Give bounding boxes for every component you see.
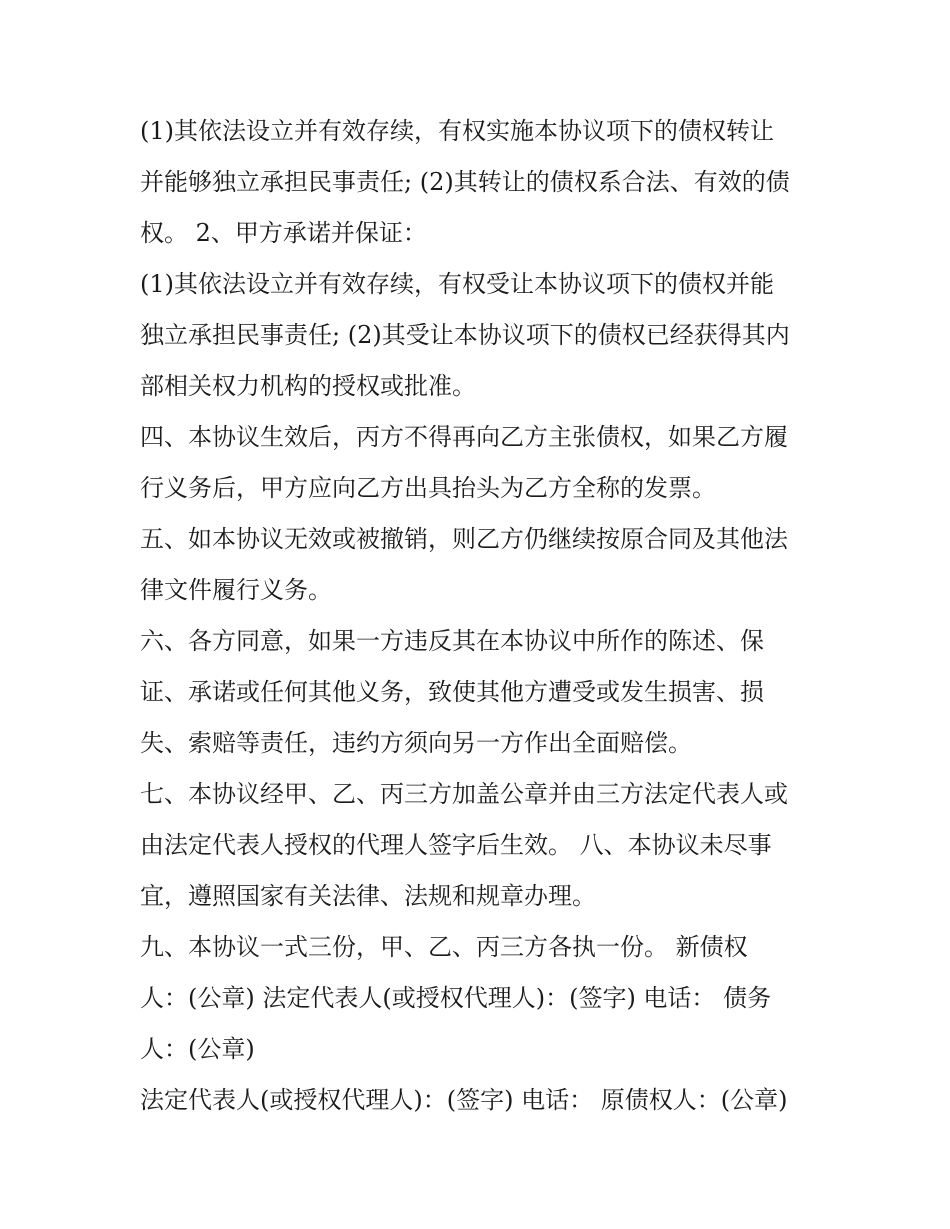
- text-line: 行义务后，甲方应向乙方出具抬头为乙方全称的发票。: [140, 474, 716, 502]
- text-line: 人：(公章): [140, 1035, 255, 1063]
- text-line: 七、本协议经甲、乙、丙三方加盖公章并由三方法定代表人或: [140, 780, 788, 808]
- text-line: 人：(公章) 法定代表人(或授权代理人)：(签字) 电话： 债务: [140, 984, 772, 1012]
- document-body: [140, 106, 820, 1126]
- text-line: 权。 2、甲方承诺并保证：: [140, 219, 427, 247]
- text-line: 独立承担民事责任; (2)其受让本协议项下的债权已经获得其内: [140, 321, 790, 349]
- text-line: 证、承诺或任何其他义务，致使其他方遭受或发生损害、损: [140, 678, 764, 706]
- text-line: 部相关权力机构的授权或批准。: [140, 372, 476, 400]
- text-line: 九、本协议一式三份，甲、乙、丙三方各执一份。 新债权: [140, 933, 748, 961]
- text-line: 由法定代表人授权的代理人签字后生效。 八、本协议未尽事: [140, 831, 772, 859]
- text-line: 四、本协议生效后，丙方不得再向乙方主张债权，如果乙方履: [140, 423, 788, 451]
- text-line: 失、索赔等责任，违约方须向另一方作出全面赔偿。: [140, 729, 692, 757]
- text-line: 六、各方同意，如果一方违反其在本协议中所作的陈述、保: [140, 627, 764, 655]
- text-line: 律文件履行义务。: [140, 576, 332, 604]
- text-line: 五、如本协议无效或被撤销，则乙方仍继续按原合同及其他法: [140, 525, 788, 553]
- text-line: 宜，遵照国家有关法律、法规和规章办理。: [140, 882, 596, 910]
- text-line: 并能够独立承担民事责任; (2)其转让的债权系合法、有效的债: [140, 168, 790, 196]
- text-line: (1)其依法设立并有效存续，有权受让本协议项下的债权并能: [140, 270, 774, 298]
- text-line: (1)其依法设立并有效存续，有权实施本协议项下的债权转让: [140, 117, 774, 145]
- text-line: 法定代表人(或授权代理人)：(签字) 电话： 原债权人：(公章): [140, 1086, 788, 1114]
